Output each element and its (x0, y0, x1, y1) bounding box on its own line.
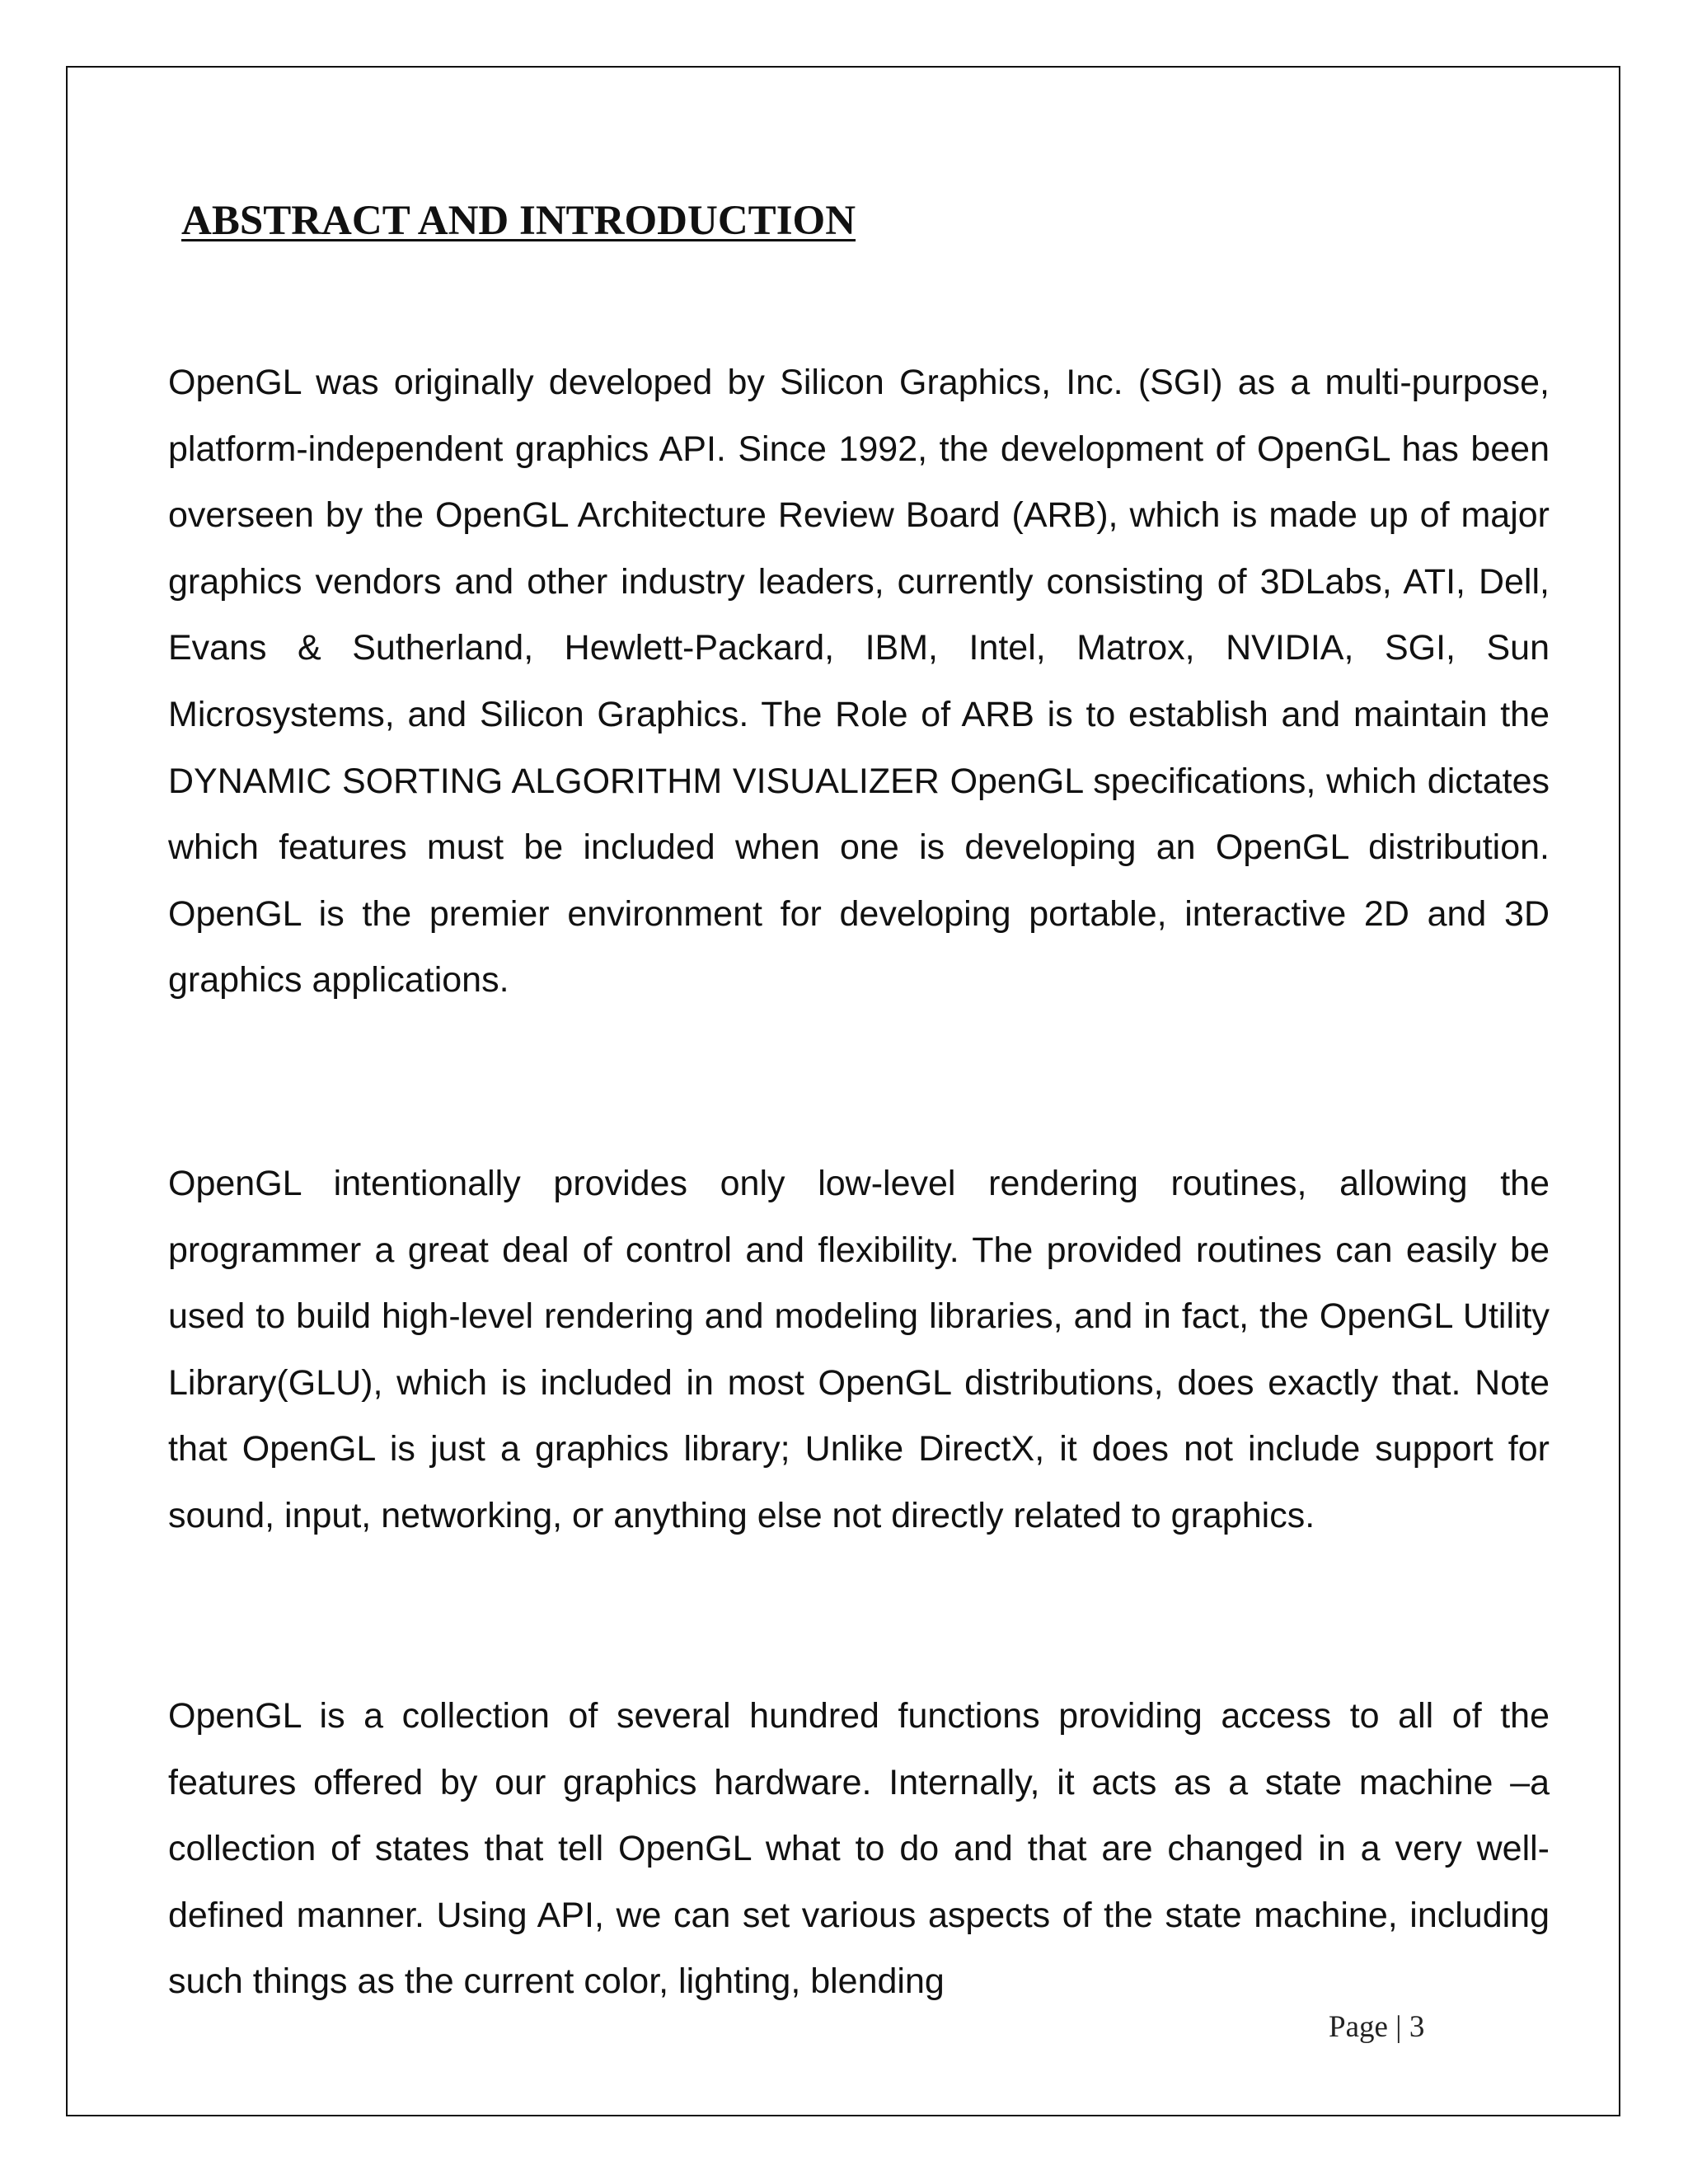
page-number: Page | 3 (1329, 2010, 1425, 2044)
page-title: ABSTRACT AND INTRODUCTION (181, 198, 856, 244)
paragraph-low-level-routines: OpenGL intentionally provides only low-level rendering routines, allowing the programmer a great deal of control and flexibility. The provided routines can easily be used to build high-level rendering and modeling libraries, and in fact, the OpenGL Utility Library(GLU), which is included in most OpenGL distributions, does exactly that. Note that OpenGL is just a graphics library; Unlike DirectX, it does not include support for sound, input, networking, or anything else not directly related to graphics. (168, 1164, 1550, 1535)
paragraph-state-machine: OpenGL is a collection of several hundred functions providing access to all of the features offered by our graphics hardware. Internally, it acts as a state machine –a collection of states that tell OpenGL what to do and that are changed in a very well-defined manner. Using API, we can set various aspects of the state machine, including such things as the current color, lighting, blending (168, 1696, 1550, 2002)
paragraph-opengl-history: OpenGL was originally developed by Silicon Graphics, Inc. (SGI) as a multi-purpose, platform-independent graphics API. Since 1992, the development of OpenGL has been overseen by the OpenGL Architecture Review Board (ARB), which is made up of major graphics vendors and other industry leaders, currently consisting of 3DLabs, ATI, Dell, Evans & Sutherland, Hewlett-Packard, IBM, Intel, Matrox, NVIDIA, SGI, Sun Microsystems, and Silicon Graphics. The Role of ARB is to establish and maintain the DYNAMIC SORTING ALGORITHM VISUALIZER OpenGL specifications, which dictates which features must be included when one is developing an OpenGL distribution. OpenGL is the premier environment for developing portable, interactive 2D and 3D graphics applications. (168, 363, 1550, 1001)
